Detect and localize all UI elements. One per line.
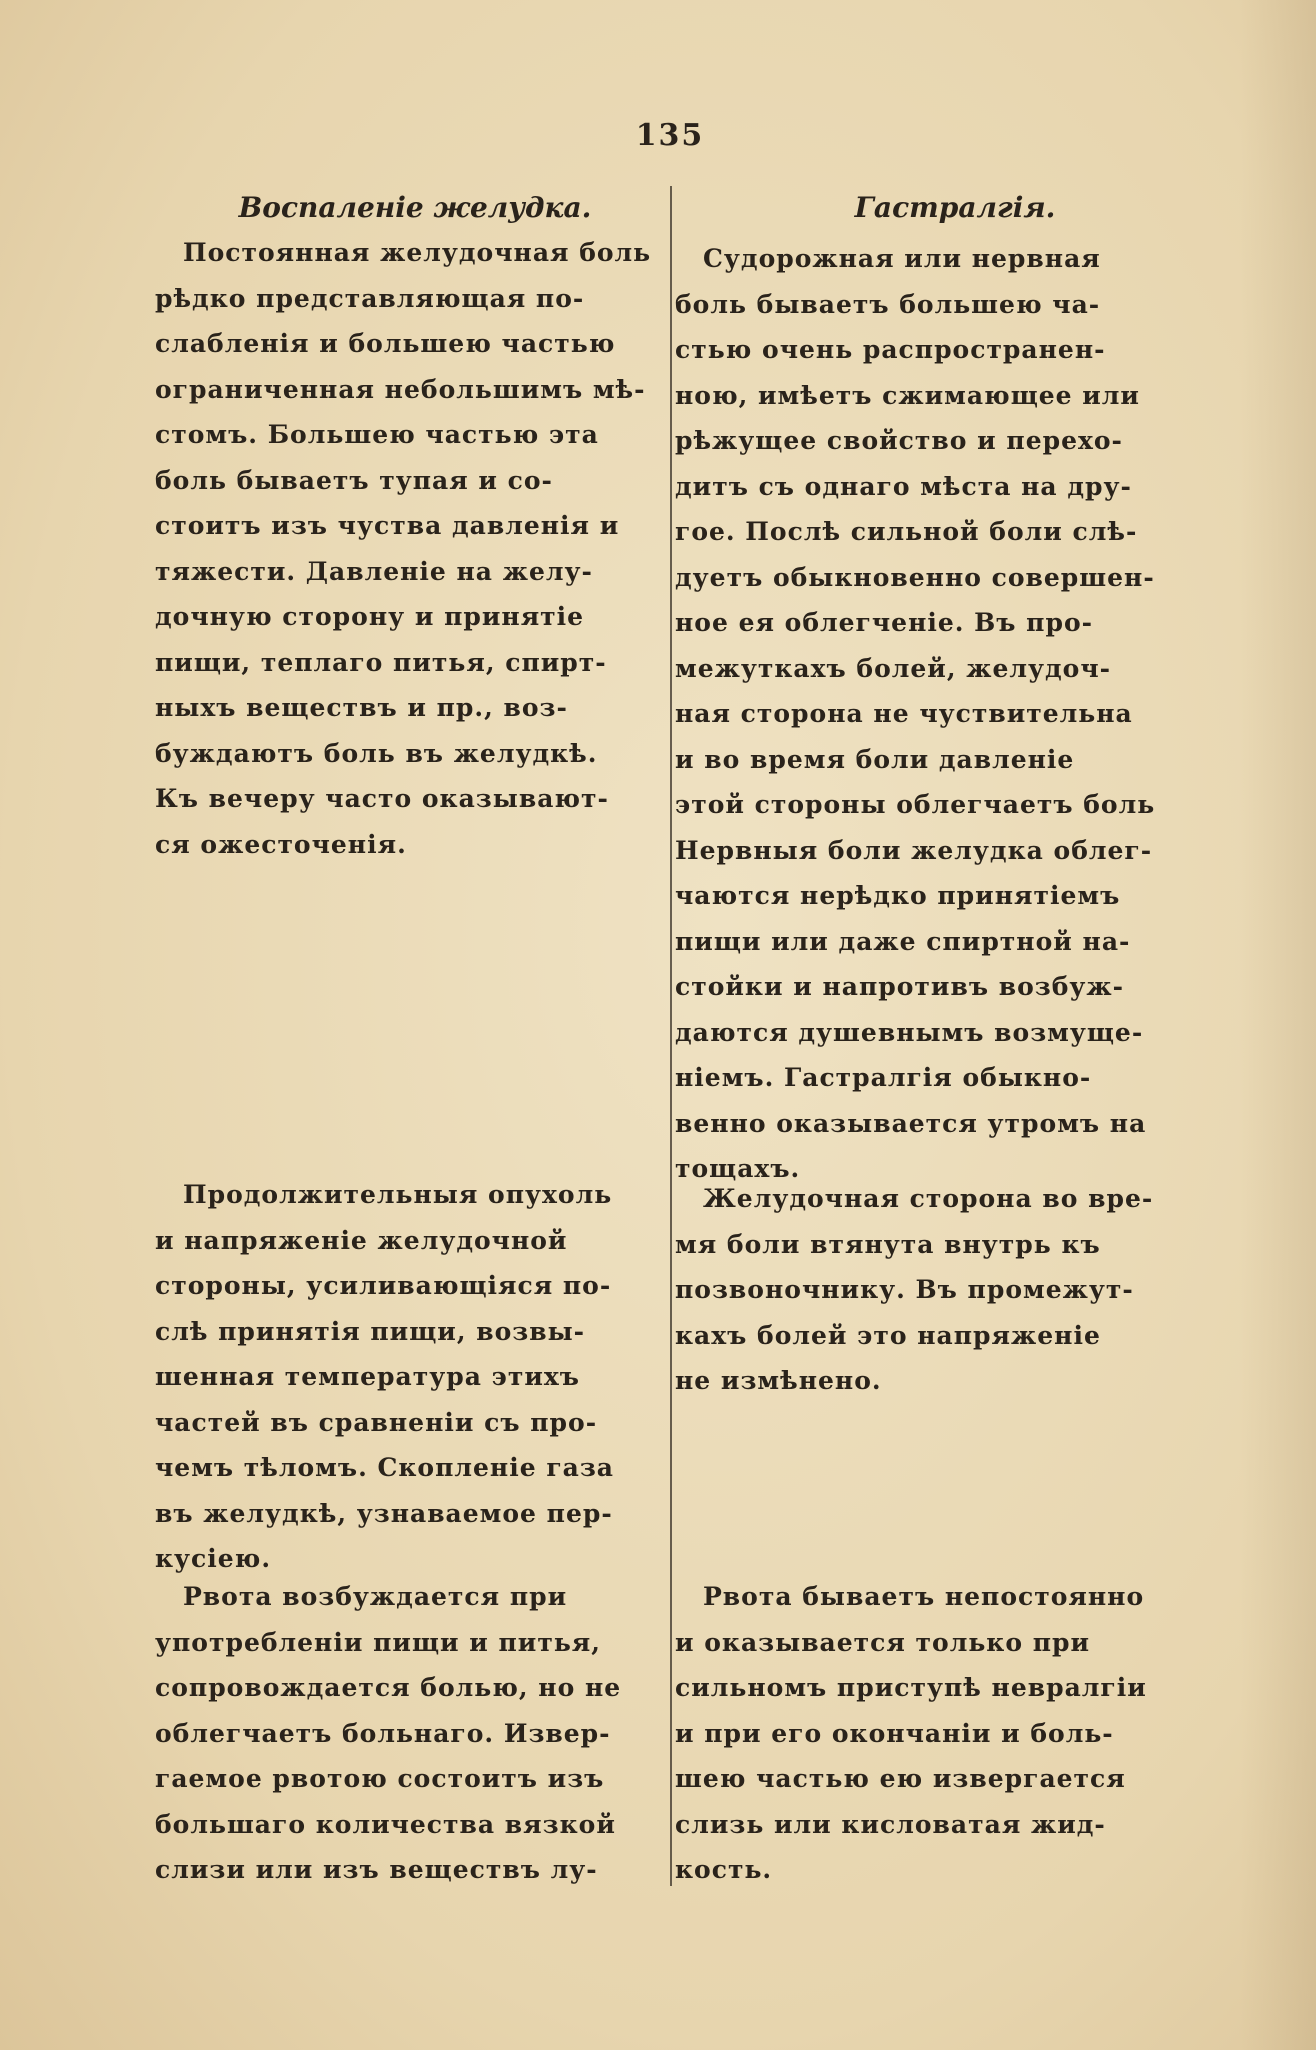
text-line: рѣжущее свойство и перехо- — [675, 426, 1123, 455]
text-line: буждаютъ боль въ желудкѣ. — [155, 738, 598, 768]
text-line: употребленіи пищи и питья, — [155, 1627, 601, 1657]
text-line: дочную сторону и принятіе — [155, 602, 585, 631]
text-line: ся ожесточенія. — [155, 829, 407, 859]
text-line: межуткахъ болей, желудоч- — [675, 653, 1112, 683]
left-paragraph-2 — [155, 1172, 635, 1582]
text-line: и при его окончаніи и боль- — [675, 1718, 1114, 1748]
text-line: сопровождается болью, но не — [155, 1673, 622, 1702]
text-line: Судорожная или нервная — [703, 244, 1101, 273]
text-line: частей въ сравненіи съ про- — [155, 1407, 598, 1437]
right-heading: Гастралгія. — [854, 191, 1056, 224]
text-line: кость. — [675, 1855, 773, 1884]
text-line: стороны, усиливающіяся по- — [155, 1271, 612, 1300]
right-paragraph-1 — [675, 236, 1155, 1192]
text-line: тощахъ. — [675, 1154, 801, 1183]
text-line: и напряженіе желудочной — [155, 1225, 568, 1255]
text-line: въ желудкѣ, узнаваемое пер- — [155, 1498, 613, 1528]
text-line: этой стороны облегчаетъ боль — [675, 790, 1156, 819]
text-line: большаго количества вязкой — [155, 1809, 616, 1839]
text-line: венно оказывается утромъ на — [675, 1108, 1147, 1138]
text-line: тяжести. Давленіе на желу- — [155, 556, 593, 586]
text-line: Рвота возбуждается при — [183, 1582, 568, 1611]
text-line: слизи или изъ веществъ лу- — [155, 1855, 598, 1884]
text-line: шенная температура этихъ — [155, 1362, 580, 1391]
page-number: 135 — [635, 118, 705, 153]
text-line: кусіею. — [155, 1544, 272, 1573]
text-line: пищи, теплаго питья, спирт- — [155, 647, 607, 677]
text-line: стью очень распространен- — [675, 335, 1106, 364]
right-paragraph-3 — [675, 1574, 1155, 1893]
text-line: Рвота бываетъ непостоянно — [703, 1582, 1145, 1611]
text-line: даются душевнымъ возмуще- — [675, 1017, 1144, 1047]
text-line: боль бываетъ большею ча- — [675, 289, 1101, 319]
text-line: чаются нерѣдко принятіемъ — [675, 881, 1121, 910]
text-line: ною, имѣетъ сжимающее или — [675, 380, 1140, 410]
text-line: рѣдко представляющая по- — [155, 283, 585, 313]
left-paragraph-3 — [155, 1574, 635, 1893]
text-line: слѣ принятія пищи, возвы- — [155, 1316, 586, 1346]
text-line: кахъ болей это напряженіе — [675, 1320, 1101, 1350]
text-line: дуетъ обыкновенно совершен- — [675, 562, 1155, 592]
text-line: гаемое рвотою состоитъ изъ — [155, 1764, 605, 1793]
text-line: Постоянная желудочная боль — [183, 238, 652, 267]
text-line: и во время боли давленіе — [675, 744, 1075, 774]
text-line: ограниченная небольшимъ мѣ- — [155, 374, 646, 404]
text-line: позвоночнику. Въ промежут- — [675, 1275, 1134, 1304]
text-line: стомъ. Большею частью эта — [155, 420, 599, 449]
text-line: облегчаетъ больнаго. Извер- — [155, 1718, 611, 1748]
text-line: сильномъ приступѣ невралгіи — [675, 1673, 1147, 1702]
text-line: Нервныя боли желудка облег- — [675, 835, 1153, 865]
page-edge-shadow — [1240, 0, 1316, 2050]
text-line: Къ вечеру часто оказывают- — [155, 784, 609, 813]
left-heading: Воспаленіе желудка. — [238, 191, 592, 224]
text-line: гое. Послѣ сильной боли слѣ- — [675, 517, 1138, 546]
text-line: дитъ съ однаго мѣста на дру- — [675, 471, 1132, 501]
text-line: шею частью ею извергается — [675, 1764, 1126, 1793]
text-line: боль бываетъ тупая и со- — [155, 465, 553, 495]
text-line: ныхъ веществъ и пр., воз- — [155, 693, 568, 722]
text-line: чемъ тѣломъ. Скопленіе газа — [155, 1453, 615, 1482]
text-line: слабленія и большею частью — [155, 329, 616, 358]
text-line: пищи или даже спиртной на- — [675, 926, 1131, 956]
text-line: и оказывается только при — [675, 1627, 1091, 1657]
left-paragraph-1 — [155, 230, 652, 867]
text-line: не измѣнено. — [675, 1366, 882, 1395]
text-line: ная сторона не чуствительна — [675, 699, 1133, 728]
text-line: Продолжительныя опухоль — [183, 1180, 613, 1209]
text-line: стойки и напротивъ возбуж- — [675, 972, 1125, 1001]
column-divider — [670, 186, 672, 1886]
text-line: стоитъ изъ чуства давленія и — [155, 511, 620, 540]
right-paragraph-2 — [675, 1176, 1155, 1404]
text-line: ніемъ. Гастралгія обыкно- — [675, 1063, 1092, 1092]
text-line: Желудочная сторона во вре- — [703, 1184, 1154, 1213]
text-line: мя боли втянута внутрь къ — [675, 1229, 1101, 1259]
text-line: ное ея облегченіе. Въ про- — [675, 608, 1094, 637]
text-line: слизь или кисловатая жид- — [675, 1809, 1106, 1839]
